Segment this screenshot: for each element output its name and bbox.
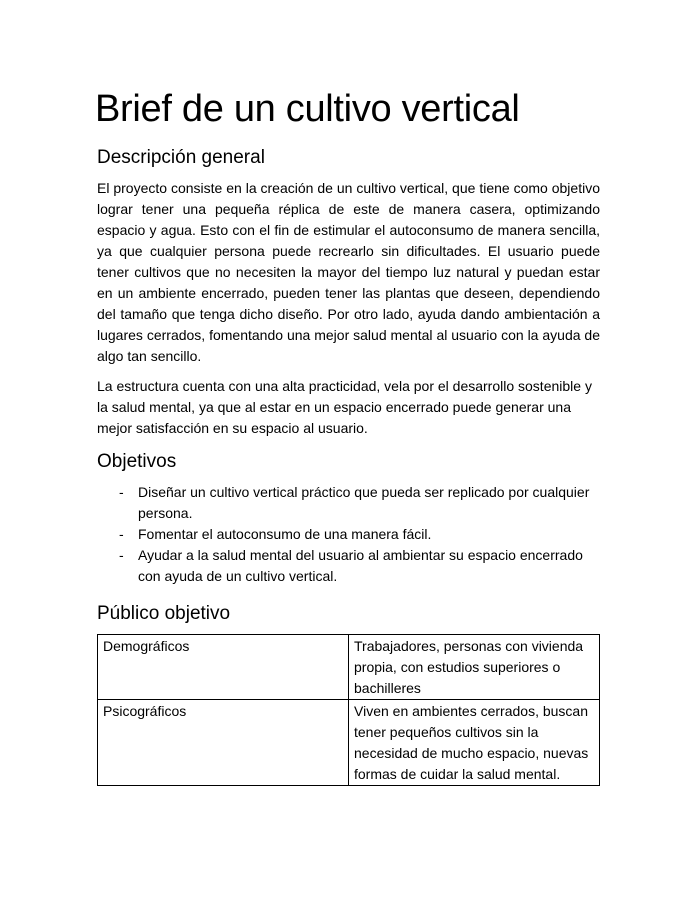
section-heading-objetivos: Objetivos [97,451,177,472]
list-item [97,482,600,524]
document-title: Brief de un cultivo vertical [95,88,520,130]
list-item [97,524,600,545]
section-heading-descripcion: Descripción general [97,147,265,168]
table-cell-label: Psicográficos [98,700,349,786]
list-item-text: Ayudar a la salud mental del usuario al ambientar su espacio encerrado con ayuda de un cultivo vertical. [138,547,583,584]
audience-table [97,634,600,786]
document-page [97,84,600,786]
objectives-list [97,482,600,587]
table-row [98,635,600,700]
bullet-dash: - [119,484,124,500]
paragraph: La estructura cuenta con una alta practicidad, vela por el desarrollo sostenible y la salud mental, ya que al estar en un espacio encerrado puede generar una mejor satisfacción en su espacio al usuario. [97,378,592,436]
section-heading-publico: Público objetivo [97,603,231,624]
table-row [98,700,600,786]
table-cell-value: Trabajadores, personas con vivienda propia, con estudios superiores o bachilleres [349,635,600,700]
paragraph: El proyecto consiste en la creación de un cultivo vertical, que tiene como objetivo lograr tener una pequeña réplica de este de manera casera, optimizando espacio y agua. Esto con el fin de estimular el autoconsumo de manera sencilla, ya que cualquier persona puede recrearlo sin dificultades. El usuario puede tener cultivos que no necesiten la mayor del tiempo luz natural y puedan estar en un ambiente encerrado, pueden tener las plantas que deseen, dependiendo del tamaño que tenga dicho diseño. Por otro lado, ayuda dando ambientación a lugares cerrados, fomentando una mejor salud mental al usuario con la ayuda de algo tan sencillo. [97,180,600,364]
list-item-text: Fomentar el autoconsumo de una manera fácil. [138,526,432,542]
list-item [97,545,600,587]
bullet-dash: - [119,526,124,542]
table-cell-value: Viven en ambientes cerrados, buscan tener pequeños cultivos sin la necesidad de mucho espacio, nuevas formas de cuidar la salud mental. [349,700,600,786]
bullet-dash: - [119,547,124,563]
table-cell-label: Demográficos [98,635,349,700]
list-item-text: Diseñar un cultivo vertical práctico que pueda ser replicado por cualquier persona. [138,484,590,521]
